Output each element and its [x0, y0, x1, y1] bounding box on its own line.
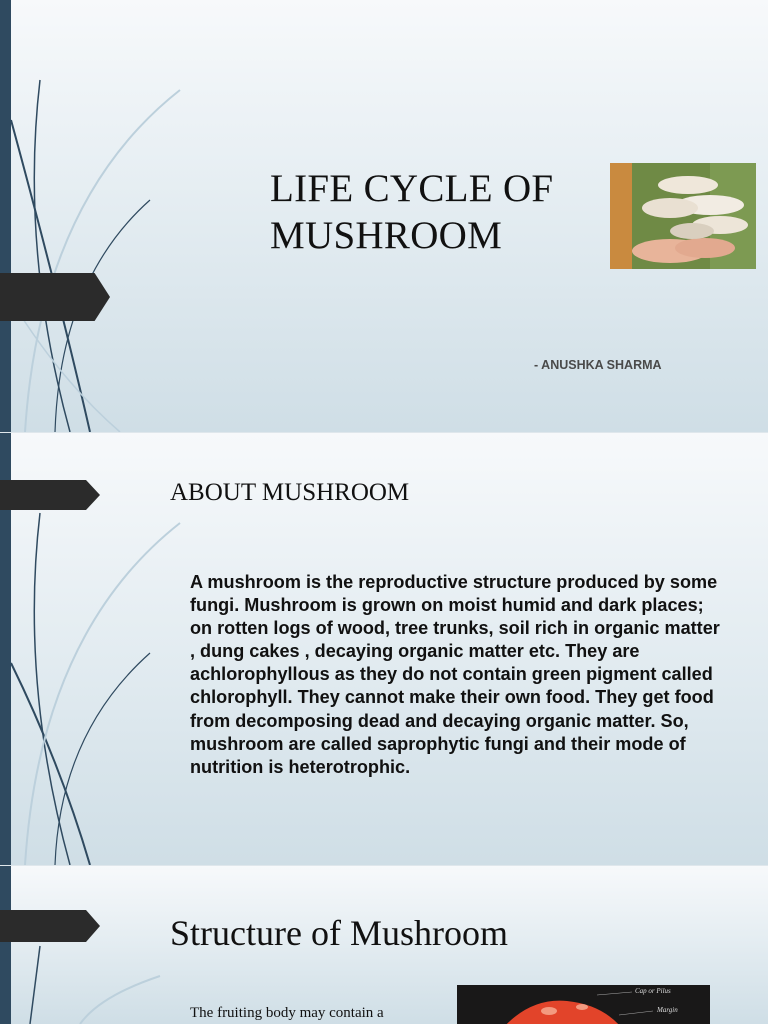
title-slide[interactable]	[0, 0, 768, 432]
diagram-label-margin: Margin	[657, 1006, 678, 1014]
mushroom-cap-drawing	[457, 985, 710, 1024]
diagram-label-cap: Cap or Pilus	[635, 987, 671, 995]
structure-slide[interactable]	[0, 866, 768, 1024]
bullet-item	[168, 1004, 428, 1022]
bullet-text: The fruiting body may contain a	[190, 1005, 384, 1021]
decorative-curves	[0, 0, 200, 432]
slide-title: LIFE CYCLE OF MUSHROOM	[270, 167, 554, 257]
about-slide[interactable]	[0, 433, 768, 865]
bullet-text: A mushroom is the reproductive structure produced by some fungi. Mushroom is grown on moist humid and dark places; on rotten logs of wood, tree trunks, soil rich in organic matter , dung cakes , decaying organic matter etc. They are achlorophyllous as they do not contain green pigment called chlorophyll. They cannot make their own food. They get food from decomposing dead and decaying organic matter. So, mushroom are called saprophytic fungi and their mode of nutrition is heterotrophic.	[190, 572, 720, 777]
mushroom-photo	[610, 163, 756, 269]
slide-tab-marker	[0, 910, 100, 942]
slide-heading: ABOUT MUSHROOM	[170, 479, 410, 506]
slide-tab-marker	[0, 480, 100, 510]
slide-heading: Structure of Mushroom	[170, 913, 508, 953]
bullet-item	[168, 571, 728, 779]
mushroom-structure-diagram	[457, 985, 710, 1024]
slide-tab-marker	[0, 273, 110, 321]
author-name: - ANUSHKA SHARMA	[534, 358, 662, 372]
